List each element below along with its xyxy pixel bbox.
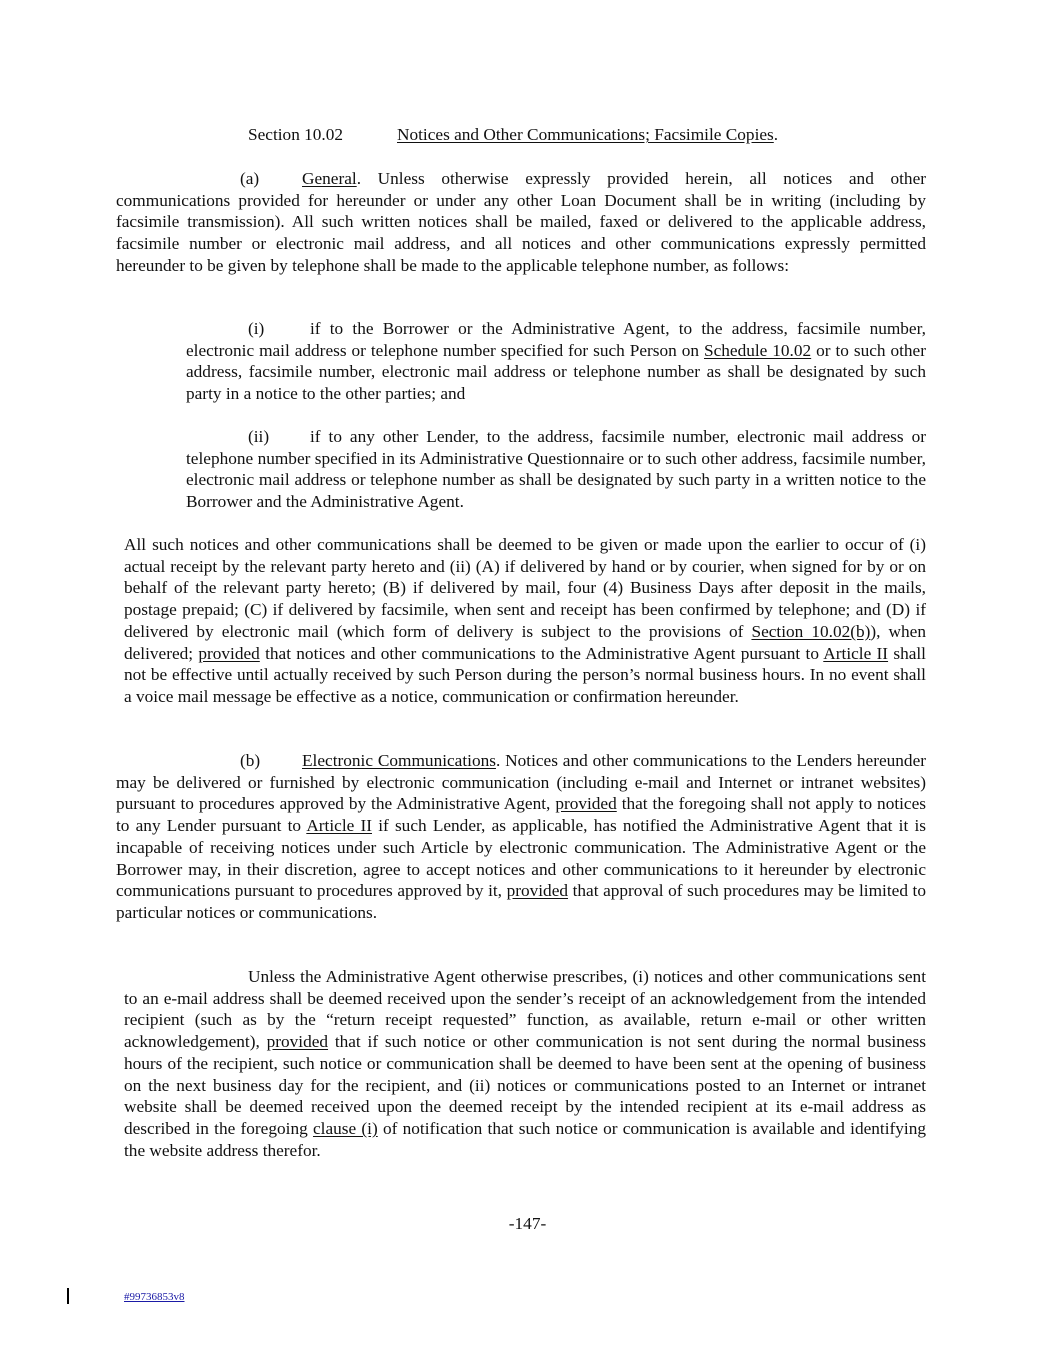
para-unless-text-1: Unless the Administrative Agent otherwise prescribes, (i) notices and other communications sent to an e-mail address shall be deemed received upon the sender’s receipt of an acknowledgement from the intended recipient (such as by the “return receipt requested” function, as available, return e-mail or other written acknowledgement),: [124, 967, 926, 1052]
item-ii-label: (ii): [248, 427, 270, 446]
article-reference: Article II: [823, 643, 889, 663]
para-b-text-1: . Notices and other communications to the Lenders hereunder may be delivered or furnished by electronic communication (including e-mail and Internet or intranet websites) pursuant to procedures approved by the Administrative Agent,: [116, 751, 926, 814]
para-unless-text-3: of notification that such notice or communication is available and identifying the website address therefor.: [124, 1118, 926, 1160]
paragraph-unless: [124, 966, 926, 1161]
para-all-text-3: that notices and other communications to the Administrative Agent pursuant to: [259, 643, 824, 663]
para-all-text-4: shall not be effective until actually received by such Person during the person’s normal business hours. In no event shall a voice mail message be effective as a notice, communication or confirmation hereunder.: [124, 643, 926, 706]
item-i-text-2: or to such other address, facsimile number, electronic mail address or telephone number as shall be designated by such party in a notice to the other parties; and: [186, 340, 926, 404]
para-b-text-3: if such Lender, as applicable, has notified the Administrative Agent that it is incapable of receiving notices under such Article by electronic communication. The Administrative Agent or the Borrower may, in their discretion, agree to accept notices and other communications to it hereunder by electronic communications pursuant to procedures approved by it,: [116, 816, 926, 901]
clause-reference: clause (i): [312, 1118, 378, 1138]
change-bar: [67, 1288, 69, 1304]
item-ii: [186, 426, 926, 513]
schedule-link: Schedule 10.02: [703, 340, 812, 360]
para-b-text-4: that approval of such procedures may be limited to particular notices or communications.: [116, 881, 926, 922]
section-reference: Section 10.02(b): [751, 621, 871, 641]
para-b-text-2: that the foregoing shall not apply to notices to any Lender pursuant to: [116, 794, 926, 836]
paragraph-a-label: (a): [240, 169, 260, 188]
section-heading: [248, 124, 778, 146]
item-i-text-1: if to the Borrower or the Administrative Agent, to the address, facsimile number, electronic mail address or telephone number specified for such Person on: [186, 319, 926, 360]
provided-term: provided: [555, 794, 617, 814]
section-title-period: .: [773, 125, 779, 144]
document-id: #99736853v8: [124, 1291, 185, 1303]
paragraph-b: [116, 750, 926, 924]
item-i: [186, 318, 926, 405]
para-all-text-2: ), when delivered;: [124, 621, 926, 663]
paragraph-b-label: (b): [240, 751, 261, 770]
paragraph-a-heading: General: [302, 169, 357, 188]
para-all-text-1: All such notices and other communications shall be deemed to be given or made upon the earlier to occur of (i) actual receipt by the relevant party hereto and (ii) (A) if delivered by hand or by courier, when signed for by or on behalf of the relevant party hereto; (B) if delivered by mail, four (4) Business Days after deposit in the mails, postage prepaid; (C) if delivered by facsimile, when sent and receipt has been confirmed by telephone; and (D) if delivered by electronic mail (which form of delivery is subject to the provisions of: [124, 535, 926, 641]
paragraph-b-heading: Electronic Communications: [302, 751, 496, 770]
page-number: -147-: [508, 1214, 547, 1233]
provided-term: provided: [506, 881, 569, 901]
article-reference: Article II: [306, 816, 372, 836]
section-title: Notices and Other Communications; Facsimile Copies: [397, 125, 774, 144]
item-i-label: (i): [248, 319, 265, 338]
para-unless-text-2: that if such notice or other communication is not sent during the normal business hours of the recipient, such notice or communication shall be deemed to have been sent at the opening of business on the next business day for the recipient, and (ii) notices or communications posted to an Internet or intranet website shall be deemed received upon the deemed receipt by the intended recipient at its e-mail address as described in the foregoing: [124, 1032, 926, 1138]
provided-term: provided: [266, 1032, 329, 1052]
paragraph-a-text: . Unless otherwise expressly provided herein, all notices and other communications provided for hereunder or under any other Loan Document shall be in writing (including by facsimile transmission). All such written notices shall be mailed, faxed or delivered to the applicable address, facsimile number or electronic mail address, and all notices and other communications expressly permitted hereunder to be given by telephone shall be made to the applicable telephone number, as follows:: [116, 169, 926, 275]
paragraph-all-notices: [124, 534, 926, 708]
provided-term: provided: [198, 643, 260, 663]
section-number: Section 10.02: [248, 125, 344, 144]
paragraph-a: [116, 168, 926, 277]
item-ii-text: if to any other Lender, to the address, facsimile number, electronic mail address or telephone number specified in its Administrative Questionnaire or to such other address, facsimile number, electronic mail address or telephone number as shall be designated by such party in a written notice to the Borrower and the Administrative Agent.: [186, 427, 926, 512]
